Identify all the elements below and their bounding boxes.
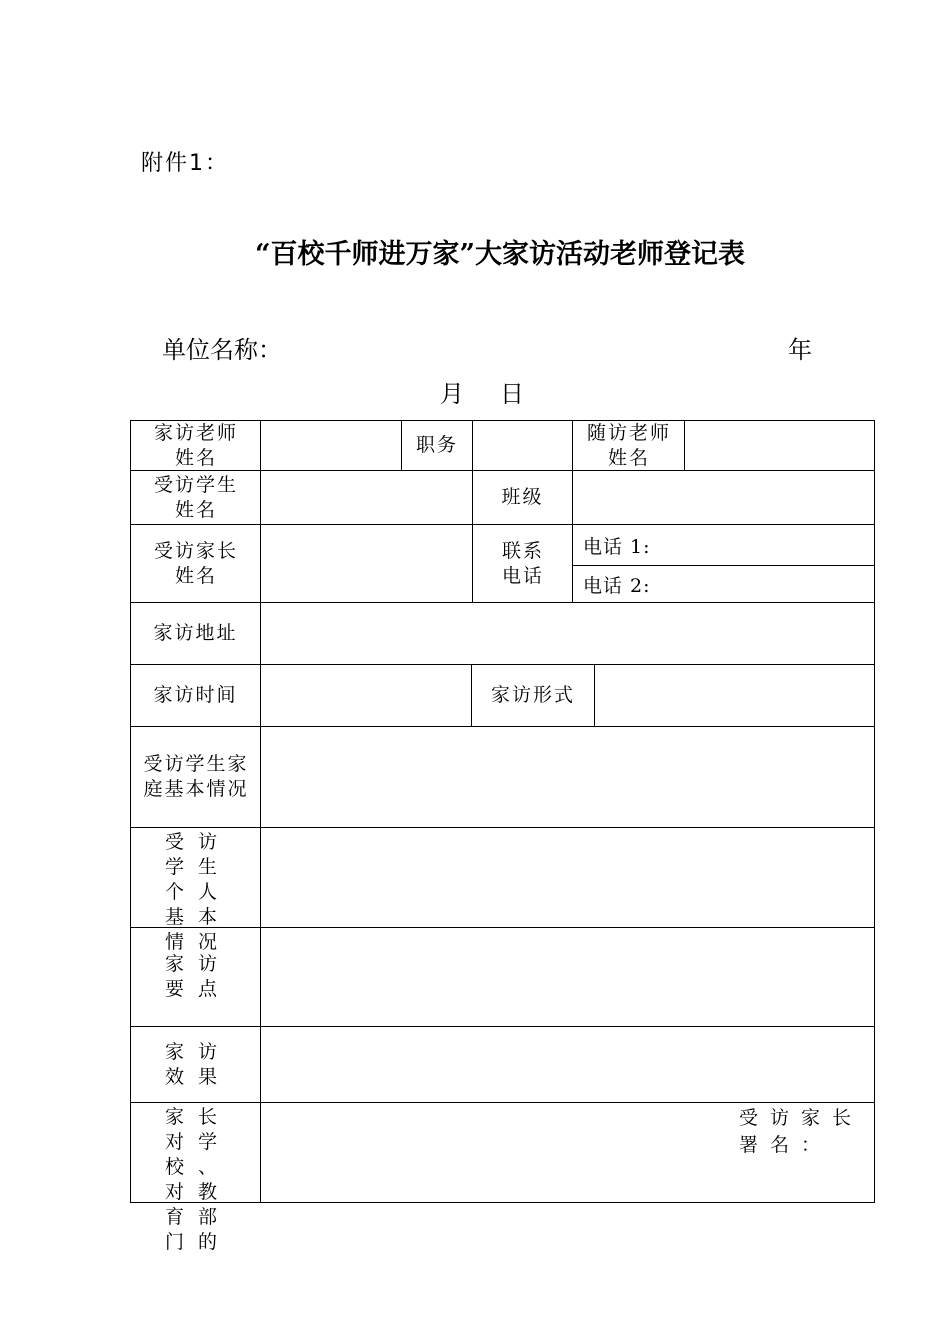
parent-name-label: 受访家长姓名	[153, 539, 238, 587]
personal-situation-field[interactable]	[261, 828, 874, 927]
teacher-name-label: 家访老师姓名	[153, 421, 238, 469]
phone2-field[interactable]	[661, 566, 874, 602]
position-label: 职务	[415, 434, 458, 456]
year-label: 年	[788, 336, 812, 364]
position-field[interactable]	[473, 421, 572, 470]
parent-feedback-label: 家长对学校、对教育部门的	[164, 1106, 231, 1253]
visit-points-field[interactable]	[261, 928, 874, 1026]
page-title: “百校千师进万家”大家访活动老师登记表	[254, 239, 746, 270]
contact-phone-label: 联系电话	[501, 539, 544, 587]
student-name-field[interactable]	[261, 471, 472, 524]
class-field[interactable]	[573, 471, 874, 524]
personal-situation-label: 受访学生个人基本情况	[164, 831, 231, 953]
unit-name-label: 单位名称：	[162, 336, 282, 364]
address-label: 家访地址	[153, 622, 238, 644]
accompany-teacher-field[interactable]	[685, 421, 874, 470]
visit-time-field[interactable]	[261, 665, 471, 726]
month-label: 月	[440, 380, 464, 408]
family-situation-label: 受访学生家庭基本情况	[143, 753, 249, 800]
day-label: 日	[500, 380, 524, 408]
phone2-label: 电话 2:	[583, 575, 651, 597]
family-situation-field[interactable]	[261, 727, 874, 827]
student-name-label: 受访学生姓名	[153, 473, 238, 521]
visit-effect-label: 家访效果	[165, 1040, 232, 1088]
visit-points-label: 家访要点	[165, 953, 232, 1000]
visit-form-label: 家访形式	[490, 684, 575, 706]
visit-time-label: 家访时间	[153, 684, 238, 706]
attachment-label: 附件1：	[141, 151, 229, 176]
address-field[interactable]	[261, 603, 874, 664]
month-day-labels	[440, 374, 524, 409]
registration-form-table	[130, 420, 875, 1253]
phone1-label: 电话 1:	[583, 536, 651, 558]
phone1-field[interactable]	[661, 525, 874, 565]
parent-feedback-field[interactable]	[261, 1103, 874, 1202]
visit-effect-field[interactable]	[261, 1027, 874, 1102]
visit-form-field[interactable]	[595, 665, 874, 726]
parent-name-field[interactable]	[261, 525, 472, 602]
teacher-name-field[interactable]	[261, 421, 401, 470]
parent-signature-label: 受访家长署名：	[739, 1107, 864, 1156]
class-label: 班级	[501, 486, 544, 508]
accompany-teacher-label: 随访老师姓名	[586, 421, 671, 469]
